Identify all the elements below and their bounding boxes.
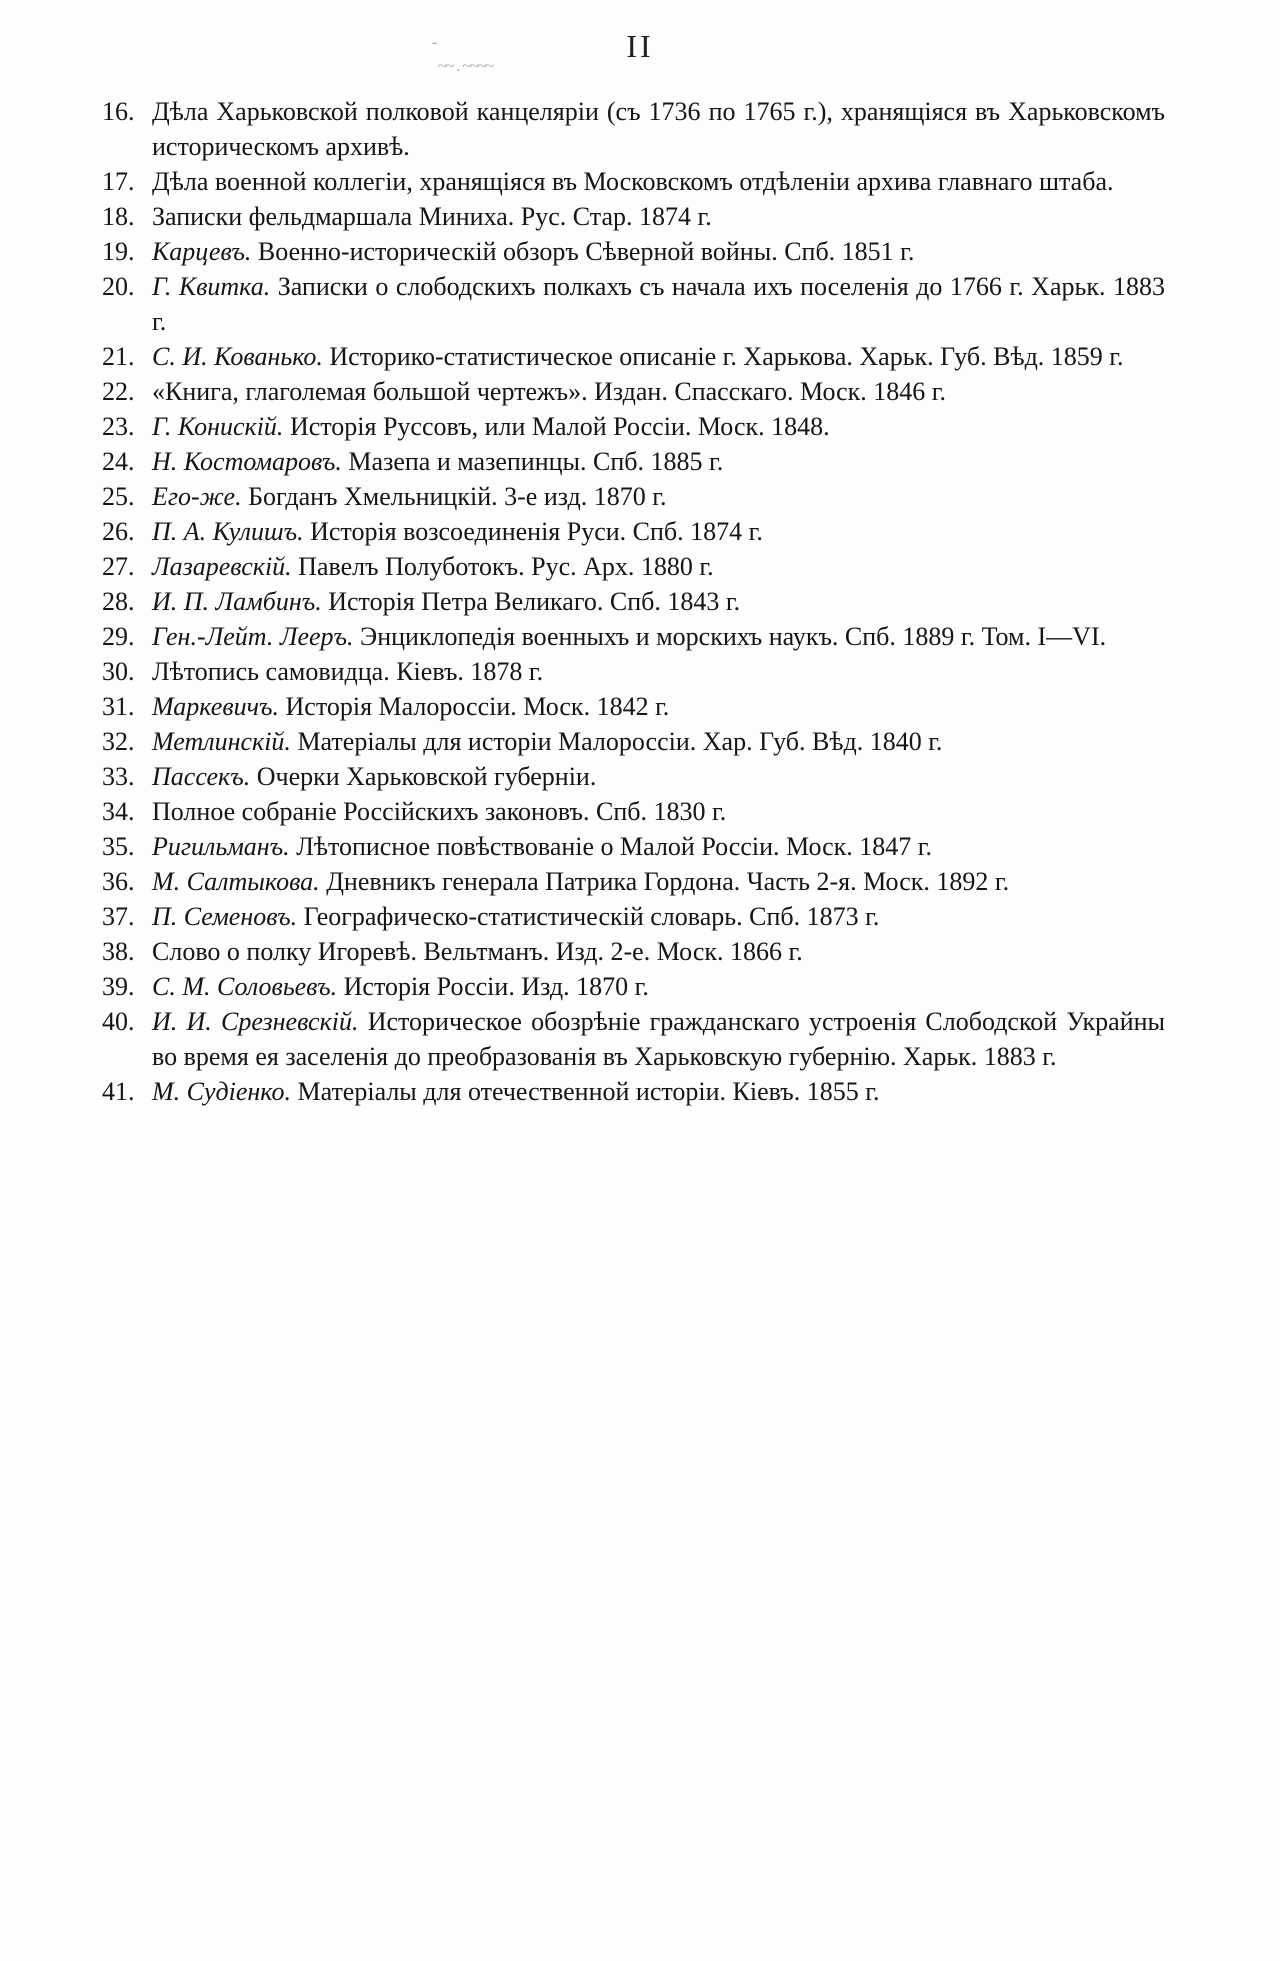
- entry-number: 27.: [102, 552, 135, 581]
- entry-author: П. А. Кулишъ.: [152, 517, 311, 546]
- bibliography-entry: [102, 654, 1165, 689]
- entry-text: Павелъ Полуботокъ. Рус. Арх. 1880 г.: [298, 552, 714, 581]
- entry-number: 26.: [102, 517, 135, 546]
- bibliography-entry: [102, 864, 1165, 899]
- entry-text: Записки фельдмаршала Миниха. Рус. Стар. 1874 г.: [152, 202, 712, 231]
- entry-text: Очерки Харьковской губерніи.: [256, 762, 597, 791]
- entry-text: Энциклопедія военныхъ и морскихъ наукъ. Спб. 1889 г. Том. I—VI.: [360, 622, 1107, 651]
- bibliography-entry: [102, 479, 1165, 514]
- entry-number: 39.: [102, 972, 135, 1001]
- entry-number: 28.: [102, 587, 135, 616]
- entry-author: С. И. Кованько.: [152, 342, 330, 371]
- entry-number: 30.: [102, 657, 135, 686]
- bibliography-entry: [102, 514, 1165, 549]
- entry-text: Историко-статистическое описаніе г. Харькова. Харьк. Губ. Вѣд. 1859 г.: [329, 342, 1124, 371]
- entry-number: 16.: [102, 97, 135, 126]
- bibliography-list: [102, 94, 1165, 1109]
- entry-text: Географическо-статистическій словарь. Спб. 1873 г.: [303, 902, 880, 931]
- entry-number: 20.: [102, 272, 135, 301]
- bibliography-entry: [102, 94, 1165, 164]
- entry-number: 22.: [102, 377, 135, 406]
- bibliography-entry: [102, 549, 1165, 584]
- entry-number: 29.: [102, 622, 135, 651]
- entry-number: 23.: [102, 412, 135, 441]
- bibliography-entry: [102, 234, 1165, 269]
- entry-author: П. Семеновъ.: [152, 902, 304, 931]
- entry-text: Исторія Россіи. Изд. 1870 г.: [343, 972, 649, 1001]
- bibliography-entry: [102, 444, 1165, 479]
- bibliography-entry: [102, 1004, 1165, 1074]
- entry-number: 34.: [102, 797, 135, 826]
- entry-number: 25.: [102, 482, 135, 511]
- entry-text: Слово о полку Игоревѣ. Вельтманъ. Изд. 2-е. Моск. 1866 г.: [152, 937, 803, 966]
- entry-text: Дневникъ генерала Патрика Гордона. Часть 2-я. Моск. 1892 г.: [326, 867, 1010, 896]
- bibliography-entry: [102, 409, 1165, 444]
- entry-author: Ригильманъ.: [152, 832, 297, 861]
- entry-text: Матеріалы для отечественной исторіи. Кіевъ. 1855 г.: [297, 1077, 880, 1106]
- pencil-mark-under: ~~ . ~~~~: [438, 58, 493, 75]
- entry-number: 41.: [102, 1077, 135, 1106]
- entry-author: Пассекъ.: [152, 762, 257, 791]
- pencil-mark-left: -: [432, 34, 437, 51]
- bibliography-entry: [102, 164, 1165, 199]
- entry-text: «Книга, глаголемая большой чертежъ». Издан. Спасскаго. Моск. 1846 г.: [152, 377, 947, 406]
- entry-author: Его-же.: [152, 482, 249, 511]
- entry-number: 35.: [102, 832, 135, 861]
- entry-text: Лѣтописное повѣствованіе о Малой Россіи. Моск. 1847 г.: [296, 832, 933, 861]
- bibliography-entry: [102, 899, 1165, 934]
- entry-text: Исторія Руссовъ, или Малой Россіи. Моск. 1848.: [289, 412, 830, 441]
- entry-author: М. Салтыкова.: [152, 867, 327, 896]
- entry-author: Н. Костомаровъ.: [152, 447, 349, 476]
- entry-number: 32.: [102, 727, 135, 756]
- entry-text: Записки о слободскихъ полкахъ съ начала ихъ поселенія до 1766 г. Харьк. 1883 г.: [152, 272, 1165, 336]
- entry-text: Военно-историческій обзоръ Сѣверной войны. Спб. 1851 г.: [257, 237, 915, 266]
- entry-text: Историческое обозрѣніе гражданскаго устроенія Слободской Украйны во время ея заселенія до преобразованія въ Харьковскую губернію. Харьк. 1883 г.: [152, 1007, 1165, 1071]
- entry-number: 31.: [102, 692, 135, 721]
- entry-number: 36.: [102, 867, 135, 896]
- entry-author: Лазаревскій.: [152, 552, 299, 581]
- entry-author: Г. Квитка.: [152, 272, 278, 301]
- entry-text: Богданъ Хмельницкій. 3-е изд. 1870 г.: [248, 482, 667, 511]
- bibliography-entry: [102, 269, 1165, 339]
- bibliography-entry: [102, 934, 1165, 969]
- bibliography-entry: [102, 689, 1165, 724]
- entry-number: 17.: [102, 167, 135, 196]
- bibliography-entry: [102, 794, 1165, 829]
- entry-text: Дѣла Харьковской полковой канцеляріи (съ 1736 по 1765 г.), хранящіяся въ Харьковскомъ историческомъ архивѣ.: [152, 97, 1165, 161]
- entry-number: 24.: [102, 447, 135, 476]
- entry-number: 18.: [102, 202, 135, 231]
- entry-text: Матеріалы для исторіи Малороссіи. Хар. Губ. Вѣд. 1840 г.: [297, 727, 943, 756]
- entry-author: И. П. Ламбинъ.: [152, 587, 329, 616]
- bibliography-entry: [102, 584, 1165, 619]
- bibliography-entry: [102, 374, 1165, 409]
- bibliography-entry: [102, 969, 1165, 1004]
- bibliography-entry: [102, 759, 1165, 794]
- entry-number: 37.: [102, 902, 135, 931]
- bibliography-entry: [102, 1074, 1165, 1109]
- entry-text: Дѣла военной коллегіи, хранящіяся въ Московскомъ отдѣленіи архива главнаго штаба.: [152, 167, 1114, 196]
- entry-number: 21.: [102, 342, 135, 371]
- entry-text: Исторія Малороссіи. Моск. 1842 г.: [285, 692, 670, 721]
- bibliography-entry: [102, 724, 1165, 759]
- bibliography-entry: [102, 199, 1165, 234]
- bibliography-entry: [102, 829, 1165, 864]
- entry-number: 38.: [102, 937, 135, 966]
- bibliography-entry: [102, 619, 1165, 654]
- entry-author: Ген.-Лейт. Лееръ.: [152, 622, 361, 651]
- entry-author: С. М. Соловьевъ.: [152, 972, 344, 1001]
- entry-author: Г. Конискій.: [152, 412, 290, 441]
- entry-number: 19.: [102, 237, 135, 266]
- entry-text: Исторія Петра Великаго. Спб. 1843 г.: [328, 587, 741, 616]
- entry-text: Исторія возсоединенія Руси. Спб. 1874 г.: [310, 517, 763, 546]
- entry-text: Полное собраніе Россійскихъ законовъ. Спб. 1830 г.: [152, 797, 727, 826]
- bibliography-entry: [102, 339, 1165, 374]
- entry-number: 33.: [102, 762, 135, 791]
- page-number: II: [626, 28, 654, 64]
- entry-author: М. Судіенко.: [152, 1077, 298, 1106]
- entry-number: 40.: [102, 1007, 135, 1036]
- entry-author: Метлинскій.: [152, 727, 298, 756]
- entry-author: И. И. Срезневскій.: [152, 1007, 368, 1036]
- entry-text: Лѣтопись самовидца. Кіевъ. 1878 г.: [152, 657, 544, 686]
- entry-author: Карцевъ.: [152, 237, 258, 266]
- entry-author: Маркевичъ.: [152, 692, 286, 721]
- entry-text: Мазепа и мазепинцы. Спб. 1885 г.: [348, 447, 724, 476]
